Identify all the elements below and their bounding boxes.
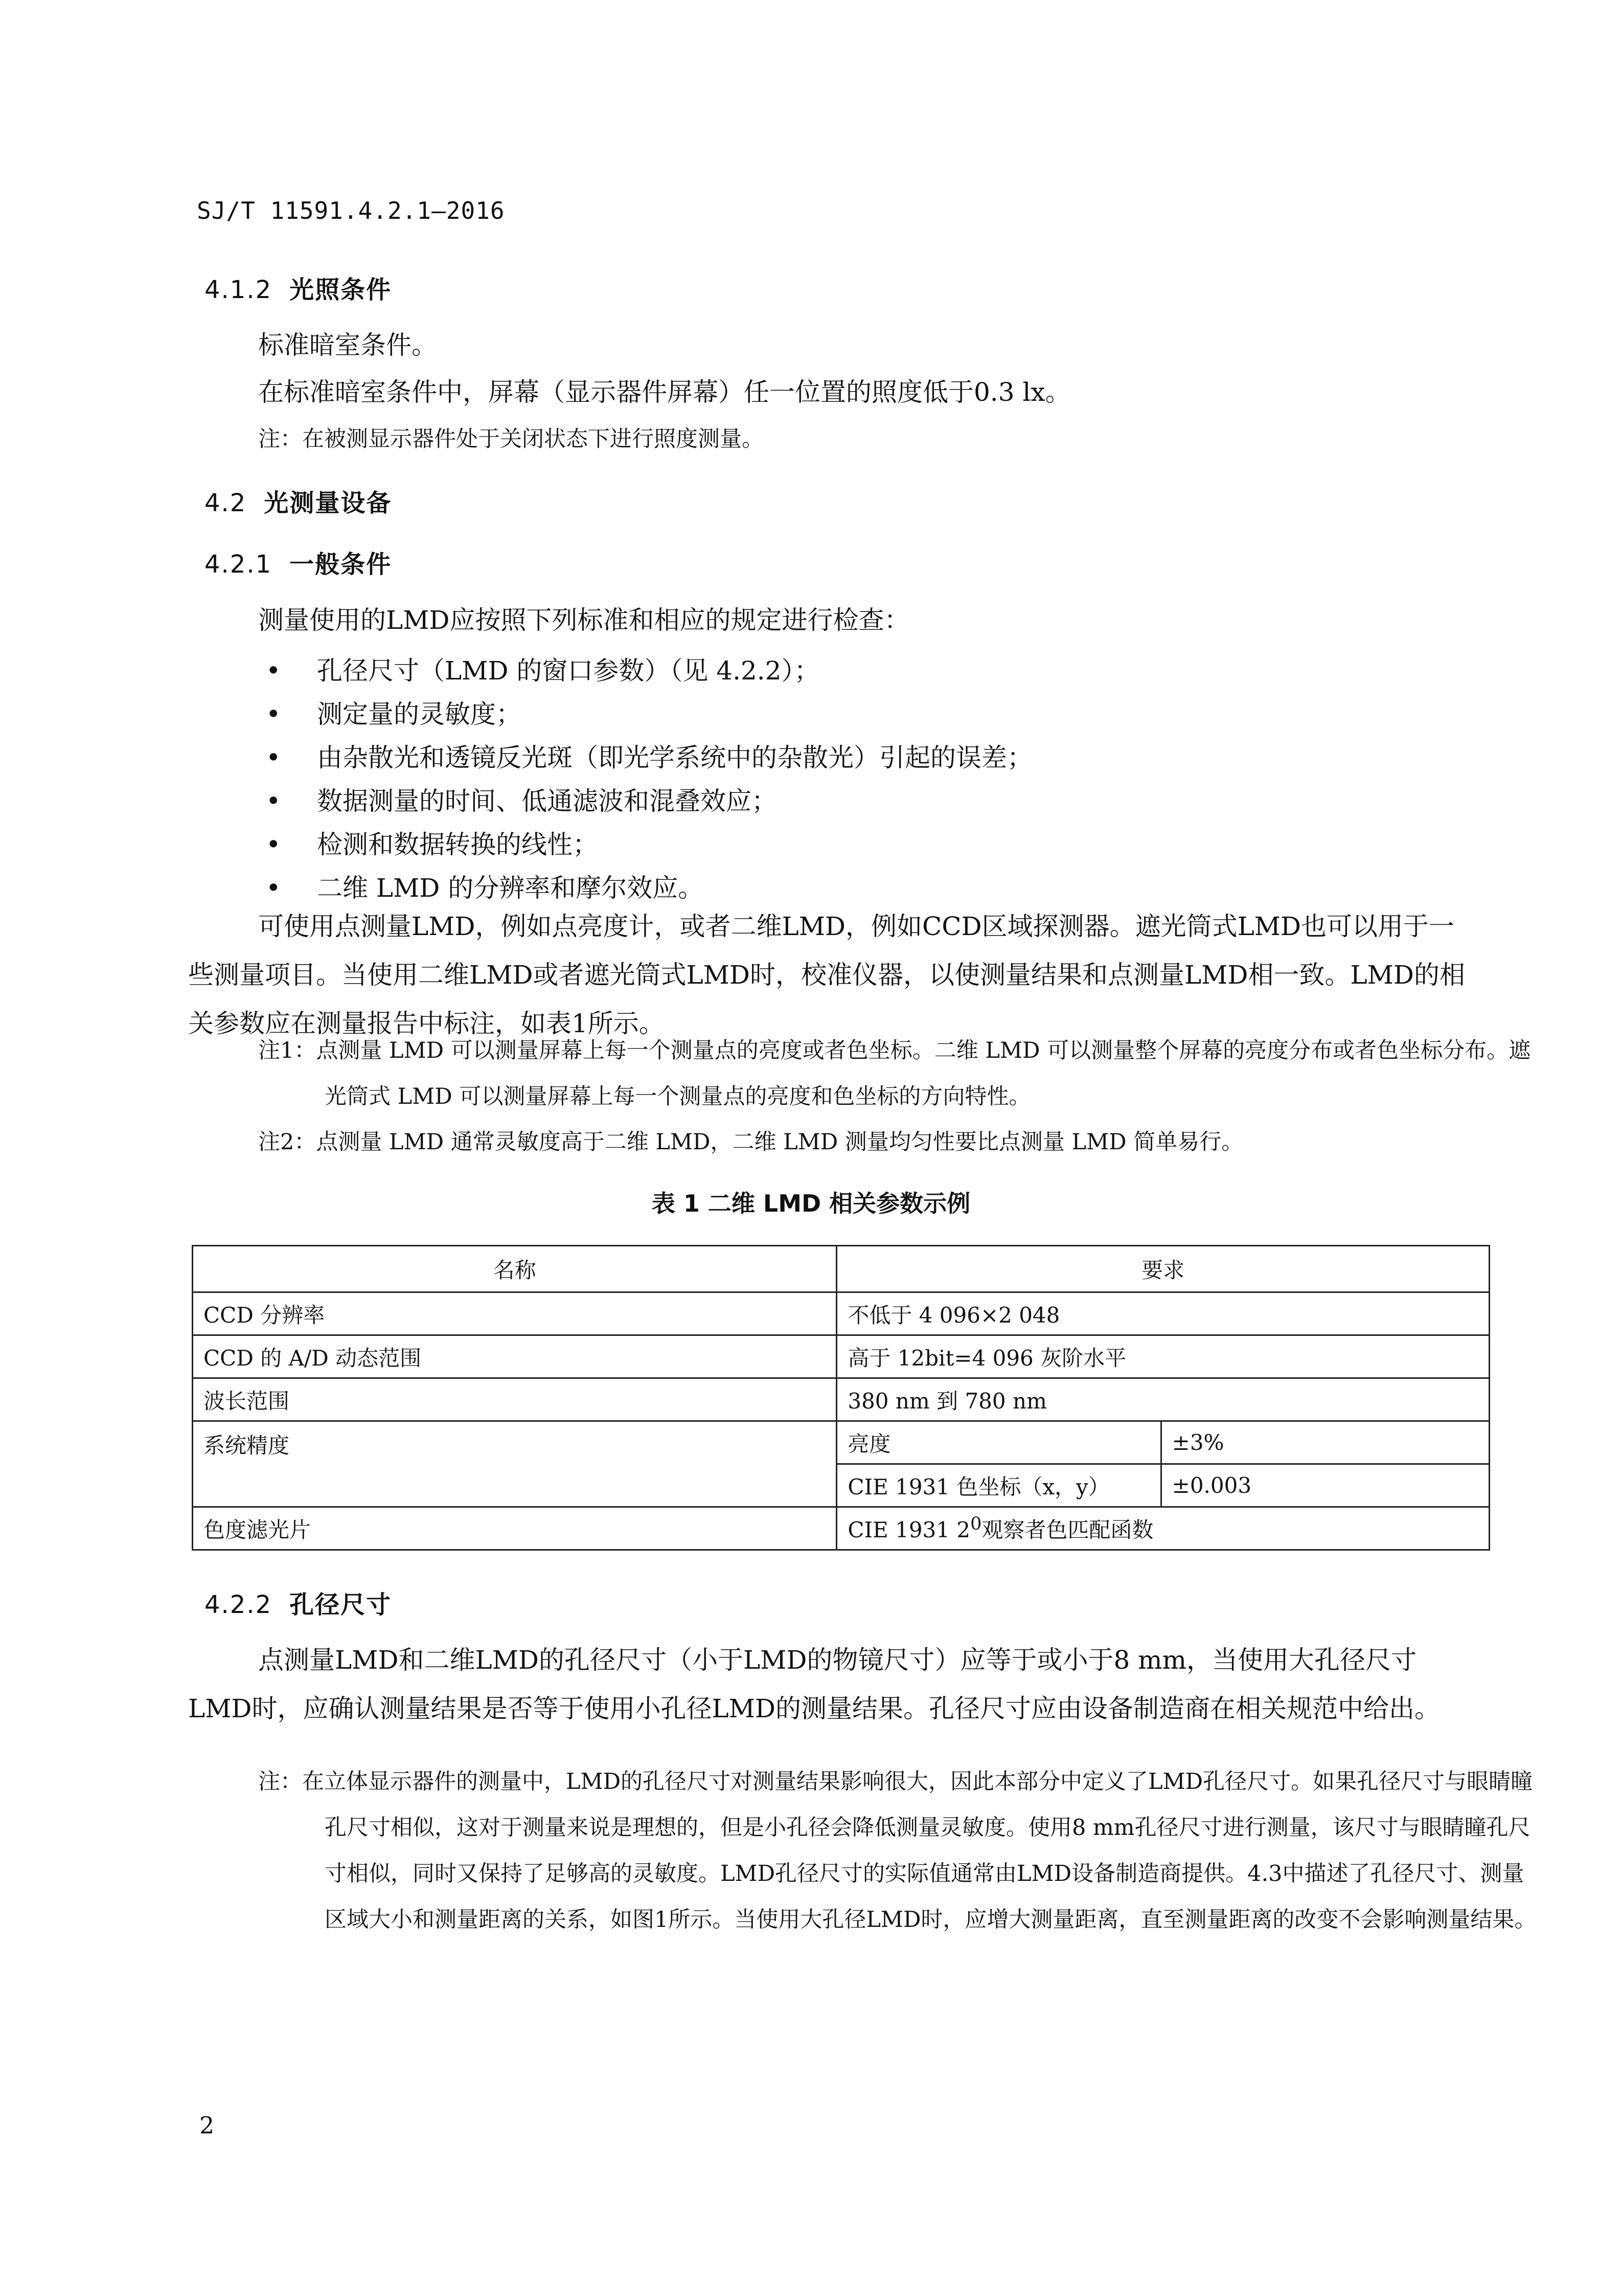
table-cell: CCD 分辨率 [193,1292,837,1335]
table-cell: CIE 1931 色坐标（x，y） [837,1464,1161,1507]
table-cell: CIE 1931 $2^0$观察者色匹配函数 [837,1507,1490,1550]
note: 注1：点测量 LMD 可以测量屏幕上每一个测量点的亮度或者色坐标。二维 LMD 可以测量整个屏幕的亮度分布或者色坐标分布。遮光筒式 LMD 可以测量屏幕上每一个测量点的亮度和色坐标的方向特性。 [258,1038,1531,1109]
note: 注：在被测显示器件处于关闭状态下进行照度测量。 [258,426,764,452]
table-cell: 系统精度 [193,1421,837,1507]
table-row [193,1292,1490,1335]
list-item: • 测定量的灵敏度； [266,699,521,729]
list-item: • 数据测量的时间、低通滤波和混叠效应； [266,786,777,816]
note: 注2：点测量 LMD 通常灵敏度高于二维 LMD，二维 LMD 测量均匀性要比点测量 LMD 简单易行。 [258,1129,1244,1155]
table-cell: 波长范围 [193,1378,837,1421]
table-cell: 高于 12bit=4 096 灰阶水平 [837,1335,1490,1378]
paragraph: 在标准暗室条件中，屏幕（显示器件屏幕）任一位置的照度低于0.3 lx。 [258,377,1071,407]
list-item: • 检测和数据转换的线性； [266,830,598,859]
paragraph: 点测量LMD和二维LMD的孔径尺寸（小于LMD的物镜尺寸）应等于或小于8 mm，当使用大孔径尺寸LMD时，应确认测量结果是否等于使用小孔径LMD的测量结果。孔径尺寸应由设备制造商在相关规范中给出。 [188,1645,1440,1723]
section-heading: 4.1.2 光照条件 [204,276,392,304]
table-row [193,1507,1490,1550]
note: 注：在立体显示器件的测量中，LMD的孔径尺寸对测量结果影响很大，因此本部分中定义了LMD孔径尺寸。如果孔径尺寸与眼睛瞳孔尺寸相似，这对于测量来说是理想的，但是小孔径会降低测量灵敏度。使用8 mm孔径尺寸进行测量，该尺寸与眼睛瞳孔尺寸相似，同时又保持了足够高的灵敏度。LMD孔径尺寸的实际值通常由LMD设备制造商提供。4.3中描述了孔径尺寸、测量区域大小和测量距离的关系，如图1所示。当使用大孔径LMD时，应增大测量距离，直至测量距离的改变不会影响测量结果。 [258,1769,1537,1933]
section-heading: 4.2.2 孔径尺寸 [204,1590,392,1619]
table-row [193,1378,1490,1421]
table-header-row [193,1246,1490,1292]
table-row [193,1335,1490,1378]
table-cell: 不低于 4 096×2 048 [837,1292,1490,1335]
list-item: • 二维 LMD 的分辨率和摩尔效应。 [266,873,704,903]
section-heading: 4.2 光测量设备 [204,489,392,517]
table-cell: CCD 的 A/D 动态范围 [193,1335,837,1378]
table-caption: 表 1 二维 LMD 相关参数示例 [651,1190,971,1217]
table-cell: ±3% [1161,1421,1489,1464]
paragraph: 可使用点测量LMD，例如点亮度计，或者二维LMD，例如CCD区域探测器。遮光筒式LMD也可以用于一些测量项目。当使用二维LMD或者遮光筒式LMD时，校准仪器，以使测量结果和点测量LMD相一致。LMD的相关参数应在测量报告中标注，如表1所示。 [188,912,1465,1038]
table-cell: 亮度 [837,1421,1161,1464]
column-header: 要求 [837,1246,1490,1292]
column-header: 名称 [193,1246,837,1292]
list-item: • 由杂散光和透镜反光斑（即光学系统中的杂散光）引起的误差； [266,743,1033,772]
page-number: 2 [199,2111,215,2139]
table-cell: ±0.003 [1161,1464,1489,1507]
parameters-table [192,1245,1490,1551]
table-cell: 色度滤光片 [193,1507,837,1550]
paragraph: 标准暗室条件。 [258,330,437,360]
standard-code: SJ/T 11591.4.2.1—2016 [197,197,505,224]
section-heading: 4.2.1 一般条件 [204,550,392,579]
list-item: • 孔径尺寸（LMD 的窗口参数）（见 4.2.2）； [266,656,820,686]
table-cell: 380 nm 到 780 nm [837,1378,1490,1421]
paragraph: 测量使用的LMD应按照下列标准和相应的规定进行检查： [258,605,910,635]
table-row [193,1421,1490,1464]
